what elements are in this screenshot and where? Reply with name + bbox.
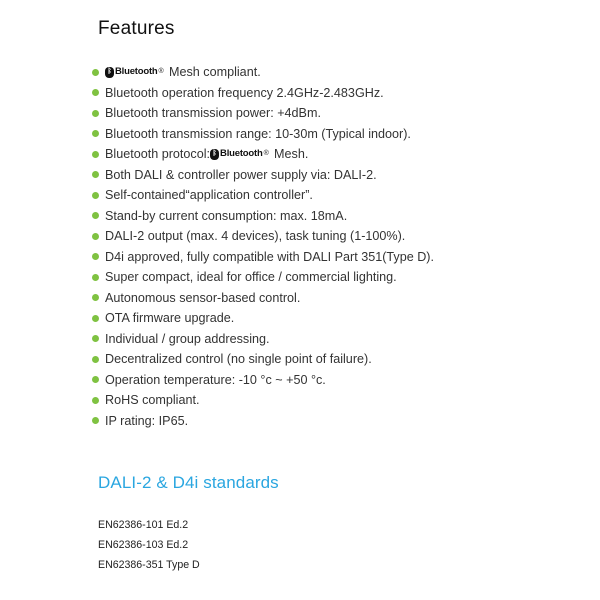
feature-text: Mesh. [274,147,309,161]
features-heading: Features [98,18,175,39]
bluetooth-logo-icon: ᛒ Bluetooth ® [210,144,269,165]
feature-item [92,185,434,206]
standards-heading: DALI-2 & D4i standards [98,473,279,492]
feature-item [92,144,434,165]
green-bullet-icon [92,192,99,199]
feature-text: Autonomous sensor-based control. [105,290,301,305]
feature-text: Decentralized control (no single point of failure). [105,352,372,366]
feature-item [92,370,434,391]
bluetooth-logo-icon: ᛒ Bluetooth ® [105,62,164,83]
standards-list [98,515,200,575]
green-bullet-icon [92,253,99,260]
feature-item [92,124,434,145]
standard-item: EN62386-101 Ed.2 [98,519,189,531]
green-bullet-icon [92,294,99,301]
feature-text: Bluetooth transmission power: +4dBm. [105,106,321,120]
green-bullet-icon [92,212,99,219]
feature-item [92,267,434,288]
feature-item [92,83,434,104]
feature-prefix: Bluetooth protocol: [105,147,211,161]
green-bullet-icon [92,110,99,117]
feature-item [92,247,434,268]
feature-item [92,308,434,329]
green-bullet-icon [92,417,99,424]
green-bullet-icon [92,151,99,158]
feature-text: OTA firmware upgrade. [105,311,235,325]
feature-text: Self-contained“application controller”. [105,188,313,202]
feature-text: Individual / group addressing. [105,331,270,346]
feature-item [92,288,434,309]
feature-item [92,165,434,186]
feature-text: Operation temperature: -10 °c ~ +50 °c. [105,372,326,387]
feature-item [92,411,434,432]
feature-text: D4i approved, fully compatible with DALI Part 351(Type D). [105,249,434,264]
green-bullet-icon [92,397,99,404]
feature-text: Both DALI & controller power supply via: DALI-2. [105,167,377,182]
feature-item [92,103,434,124]
standard-item: EN62386-351 Type D [98,559,200,571]
feature-text: RoHS compliant. [105,393,200,407]
feature-text: Mesh compliant. [169,65,261,79]
green-bullet-icon [92,130,99,137]
feature-text: Bluetooth transmission range: 10-30m (Typical indoor). [105,126,411,141]
green-bullet-icon [92,274,99,281]
feature-item [92,329,434,350]
feature-item [92,62,434,83]
registered-mark: ® [263,150,269,157]
green-bullet-icon [92,356,99,363]
standard-item: EN62386-103 Ed.2 [98,539,189,551]
feature-item [92,226,434,247]
green-bullet-icon [92,89,99,96]
green-bullet-icon [92,315,99,322]
feature-text: IP rating: IP65. [105,413,189,428]
registered-mark: ® [158,68,164,75]
feature-item [92,206,434,227]
feature-item [92,390,434,411]
features-list [92,62,434,431]
bluetooth-brand: Bluetooth [115,66,158,77]
green-bullet-icon [92,69,99,76]
green-bullet-icon [92,376,99,383]
feature-text: Super compact, ideal for office / commercial lighting. [105,270,397,284]
feature-text: DALI-2 output (max. 4 devices), task tuning (1-100%). [105,229,406,243]
green-bullet-icon [92,171,99,178]
feature-item [92,349,434,370]
feature-text: Bluetooth operation frequency 2.4GHz-2.483GHz. [105,85,384,100]
green-bullet-icon [92,233,99,240]
green-bullet-icon [92,335,99,342]
feature-text: Stand-by current consumption: max. 18mA. [105,208,348,223]
bluetooth-brand: Bluetooth [220,148,263,159]
